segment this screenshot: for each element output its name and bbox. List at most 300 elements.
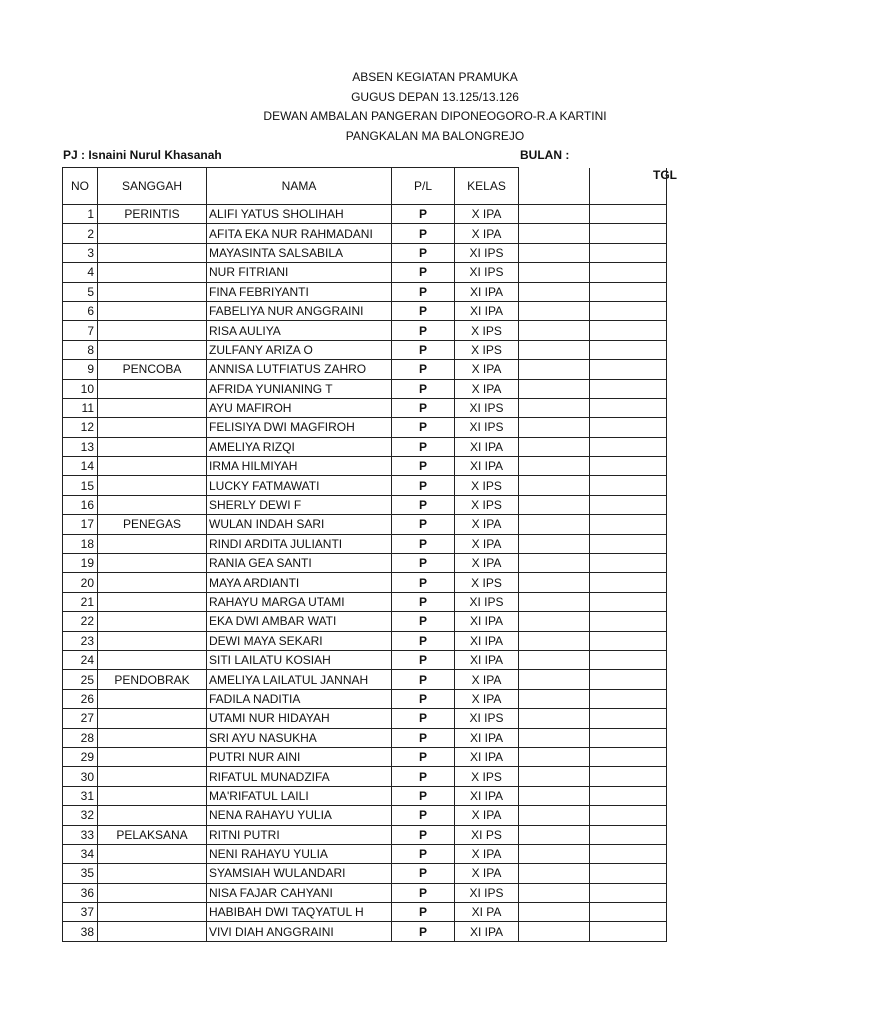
row-kelas-cell: X IPS: [455, 321, 519, 340]
row-no-cell: 8: [63, 340, 98, 359]
attendance-date-cell[interactable]: [590, 515, 667, 534]
row-sanggah-cell: [98, 301, 207, 320]
attendance-date-cell[interactable]: [519, 650, 590, 669]
attendance-date-cell[interactable]: [590, 476, 667, 495]
row-no-cell: 34: [63, 844, 98, 863]
row-pl-cell: P: [392, 301, 455, 320]
attendance-date-cell[interactable]: [590, 864, 667, 883]
attendance-date-cell[interactable]: [590, 689, 667, 708]
attendance-date-cell[interactable]: [519, 903, 590, 922]
row-nama-cell: SITI LAILATU KOSIAH: [207, 650, 392, 669]
row-nama-cell: PUTRI NUR AINI: [207, 747, 392, 766]
row-nama-cell: HABIBAH DWI TAQYATUL H: [207, 903, 392, 922]
row-kelas-cell: XI IPA: [455, 631, 519, 650]
row-kelas-cell: X IPA: [455, 844, 519, 863]
row-nama-cell: RIFATUL MUNADZIFA: [207, 767, 392, 786]
title-line-2: GUGUS DEPAN 13.125/13.126: [351, 89, 519, 104]
attendance-date-cell[interactable]: [590, 650, 667, 669]
row-pl-cell: P: [392, 360, 455, 379]
row-sanggah-cell: [98, 573, 207, 592]
attendance-date-cell[interactable]: [590, 301, 667, 320]
row-kelas-cell: X IPA: [455, 806, 519, 825]
row-pl-cell: P: [392, 767, 455, 786]
row-no-cell: 29: [63, 747, 98, 766]
attendance-date-cell[interactable]: [519, 709, 590, 728]
table-row: [63, 864, 667, 883]
table-row: [63, 495, 667, 514]
row-kelas-cell: XI IPA: [455, 650, 519, 669]
row-nama-cell: IRMA HILMIYAH: [207, 457, 392, 476]
row-no-cell: 22: [63, 612, 98, 631]
row-no-cell: 16: [63, 495, 98, 514]
table-row: [63, 709, 667, 728]
row-sanggah-cell: [98, 650, 207, 669]
attendance-date-cell[interactable]: [590, 243, 667, 262]
row-kelas-cell: X IPS: [455, 495, 519, 514]
row-sanggah-cell: [98, 534, 207, 553]
row-sanggah-cell: [98, 418, 207, 437]
row-no-cell: 18: [63, 534, 98, 553]
table-row: [63, 631, 667, 650]
title-line-1: ABSEN KEGIATAN PRAMUKA: [352, 70, 518, 84]
attendance-date-cell[interactable]: [590, 844, 667, 863]
row-pl-cell: P: [392, 806, 455, 825]
table-row: [63, 476, 667, 495]
attendance-date-cell[interactable]: [590, 534, 667, 553]
col-header-sanggah: SANGGAH: [98, 168, 207, 205]
row-sanggah-cell: [98, 554, 207, 573]
attendance-date-cell[interactable]: [590, 224, 667, 243]
row-pl-cell: P: [392, 437, 455, 456]
row-kelas-cell: X IPA: [455, 224, 519, 243]
row-nama-cell: SHERLY DEWI F: [207, 495, 392, 514]
attendance-date-cell[interactable]: [519, 282, 590, 301]
table-row: [63, 592, 667, 611]
row-sanggah-cell: PELAKSANA: [98, 825, 207, 844]
row-sanggah-cell: [98, 243, 207, 262]
row-kelas-cell: X IPA: [455, 205, 519, 224]
row-no-cell: 1: [63, 205, 98, 224]
row-nama-cell: FINA FEBRIYANTI: [207, 282, 392, 301]
row-pl-cell: P: [392, 495, 455, 514]
row-no-cell: 15: [63, 476, 98, 495]
row-sanggah-cell: [98, 592, 207, 611]
table-row: [63, 379, 667, 398]
attendance-date-cell[interactable]: [590, 767, 667, 786]
row-no-cell: 9: [63, 360, 98, 379]
table-row: [63, 243, 667, 262]
row-nama-cell: RISA AULIYA: [207, 321, 392, 340]
table-row: [63, 360, 667, 379]
row-no-cell: 26: [63, 689, 98, 708]
table-row: [63, 786, 667, 805]
table-row: [63, 398, 667, 417]
row-sanggah-cell: [98, 728, 207, 747]
table-row: [63, 670, 667, 689]
attendance-date-cell[interactable]: [590, 728, 667, 747]
title-line-4: PANGKALAN MA BALONGREJO: [345, 128, 525, 143]
pj-label: PJ : Isnaini Nurul Khasanah: [63, 148, 222, 162]
row-pl-cell: P: [392, 650, 455, 669]
row-nama-cell: SYAMSIAH WULANDARI: [207, 864, 392, 883]
row-kelas-cell: X IPA: [455, 670, 519, 689]
row-nama-cell: AFITA EKA NUR RAHMADANI: [207, 224, 392, 243]
row-sanggah-cell: [98, 340, 207, 359]
row-nama-cell: FABELIYA NUR ANGGRAINI: [207, 301, 392, 320]
attendance-date-cell[interactable]: [519, 418, 590, 437]
row-pl-cell: P: [392, 709, 455, 728]
col-header-no: NO: [63, 168, 98, 205]
bulan-label: BULAN :: [520, 148, 570, 162]
row-kelas-cell: XI IPA: [455, 747, 519, 766]
table-row: [63, 650, 667, 669]
table-row: [63, 728, 667, 747]
table-row: [63, 282, 667, 301]
document-title-block: [0, 68, 870, 146]
row-pl-cell: P: [392, 689, 455, 708]
attendance-date-cell[interactable]: [519, 398, 590, 417]
row-sanggah-cell: [98, 224, 207, 243]
row-pl-cell: P: [392, 903, 455, 922]
attendance-date-cell[interactable]: [519, 554, 590, 573]
row-kelas-cell: X IPS: [455, 573, 519, 592]
attendance-date-cell[interactable]: [519, 728, 590, 747]
row-sanggah-cell: [98, 495, 207, 514]
row-pl-cell: P: [392, 534, 455, 553]
row-sanggah-cell: [98, 398, 207, 417]
attendance-date-cell[interactable]: [590, 340, 667, 359]
date-cell-header-2[interactable]: [590, 168, 677, 205]
row-nama-cell: FADILA NADITIA: [207, 689, 392, 708]
row-sanggah-cell: [98, 631, 207, 650]
row-sanggah-cell: [98, 689, 207, 708]
attendance-date-cell[interactable]: [519, 592, 590, 611]
row-pl-cell: P: [392, 573, 455, 592]
table-row: [63, 573, 667, 592]
attendance-date-cell[interactable]: [590, 321, 667, 340]
attendance-date-cell[interactable]: [590, 360, 667, 379]
attendance-date-cell[interactable]: [519, 379, 590, 398]
row-kelas-cell: XI PA: [455, 903, 519, 922]
table-row: [63, 612, 667, 631]
tgl-header-label: TGL: [653, 168, 677, 182]
attendance-date-cell[interactable]: [519, 437, 590, 456]
row-no-cell: 7: [63, 321, 98, 340]
row-sanggah-cell: PENDOBRAK: [98, 670, 207, 689]
row-nama-cell: MAYASINTA SALSABILA: [207, 243, 392, 262]
row-no-cell: 35: [63, 864, 98, 883]
attendance-table-body: [63, 168, 677, 942]
date-cell-header-1[interactable]: [519, 168, 590, 205]
row-pl-cell: P: [392, 263, 455, 282]
row-nama-cell: MA'RIFATUL LAILI: [207, 786, 392, 805]
row-pl-cell: P: [392, 515, 455, 534]
table-row: [63, 844, 667, 863]
table-row: [63, 534, 667, 553]
row-sanggah-cell: [98, 864, 207, 883]
attendance-date-cell[interactable]: [590, 631, 667, 650]
attendance-date-cell[interactable]: [590, 282, 667, 301]
row-nama-cell: RAHAYU MARGA UTAMI: [207, 592, 392, 611]
row-no-cell: 6: [63, 301, 98, 320]
row-nama-cell: UTAMI NUR HIDAYAH: [207, 709, 392, 728]
row-pl-cell: P: [392, 844, 455, 863]
row-sanggah-cell: [98, 263, 207, 282]
row-kelas-cell: XI IPS: [455, 263, 519, 282]
attendance-date-cell[interactable]: [590, 379, 667, 398]
row-pl-cell: P: [392, 321, 455, 340]
row-no-cell: 38: [63, 922, 98, 941]
attendance-date-cell[interactable]: [519, 767, 590, 786]
attendance-date-cell[interactable]: [590, 495, 667, 514]
attendance-date-cell[interactable]: [519, 747, 590, 766]
attendance-date-cell[interactable]: [519, 495, 590, 514]
attendance-date-cell[interactable]: [590, 922, 667, 941]
row-pl-cell: P: [392, 457, 455, 476]
row-no-cell: 24: [63, 650, 98, 669]
row-nama-cell: MAYA ARDIANTI: [207, 573, 392, 592]
attendance-date-cell[interactable]: [519, 883, 590, 902]
row-no-cell: 12: [63, 418, 98, 437]
row-sanggah-cell: [98, 844, 207, 863]
row-pl-cell: P: [392, 243, 455, 262]
row-nama-cell: AFRIDA YUNIANING T: [207, 379, 392, 398]
table-row: [63, 321, 667, 340]
attendance-date-cell[interactable]: [590, 418, 667, 437]
table-row: [63, 747, 667, 766]
table-row: [63, 340, 667, 359]
attendance-date-cell[interactable]: [519, 922, 590, 941]
attendance-date-cell[interactable]: [519, 534, 590, 553]
attendance-date-cell[interactable]: [519, 806, 590, 825]
row-sanggah-cell: [98, 786, 207, 805]
row-kelas-cell: X IPS: [455, 340, 519, 359]
attendance-date-cell[interactable]: [519, 457, 590, 476]
attendance-date-cell[interactable]: [590, 612, 667, 631]
row-sanggah-cell: [98, 747, 207, 766]
attendance-date-cell[interactable]: [519, 321, 590, 340]
row-nama-cell: FELISIYA DWI MAGFIROH: [207, 418, 392, 437]
attendance-date-cell[interactable]: [519, 844, 590, 863]
attendance-date-cell[interactable]: [519, 786, 590, 805]
row-nama-cell: SRI AYU NASUKHA: [207, 728, 392, 747]
attendance-date-cell[interactable]: [519, 631, 590, 650]
row-no-cell: 32: [63, 806, 98, 825]
title-line-3: DEWAN AMBALAN PANGERAN DIPONEOGORO-R.A KARTINI: [263, 109, 607, 123]
row-sanggah-cell: [98, 922, 207, 941]
row-nama-cell: EKA DWI AMBAR WATI: [207, 612, 392, 631]
row-sanggah-cell: PENEGAS: [98, 515, 207, 534]
row-kelas-cell: XI IPS: [455, 418, 519, 437]
row-pl-cell: P: [392, 476, 455, 495]
row-sanggah-cell: [98, 437, 207, 456]
row-no-cell: 30: [63, 767, 98, 786]
row-nama-cell: AMELIYA RIZQI: [207, 437, 392, 456]
row-pl-cell: P: [392, 554, 455, 573]
attendance-date-cell[interactable]: [590, 592, 667, 611]
row-sanggah-cell: [98, 612, 207, 631]
row-sanggah-cell: PENCOBA: [98, 360, 207, 379]
row-nama-cell: AYU MAFIROH: [207, 398, 392, 417]
attendance-date-cell[interactable]: [590, 457, 667, 476]
table-row: [63, 301, 667, 320]
attendance-date-cell[interactable]: [590, 573, 667, 592]
row-kelas-cell: XI IPA: [455, 612, 519, 631]
attendance-date-cell[interactable]: [590, 747, 667, 766]
row-kelas-cell: X IPA: [455, 515, 519, 534]
row-sanggah-cell: [98, 321, 207, 340]
row-sanggah-cell: [98, 709, 207, 728]
row-kelas-cell: X IPA: [455, 864, 519, 883]
attendance-date-cell[interactable]: [519, 864, 590, 883]
row-pl-cell: P: [392, 592, 455, 611]
row-pl-cell: P: [392, 418, 455, 437]
attendance-date-cell[interactable]: [590, 786, 667, 805]
row-kelas-cell: XI IPS: [455, 592, 519, 611]
table-header-row: [63, 168, 667, 205]
row-nama-cell: NISA FAJAR CAHYANI: [207, 883, 392, 902]
row-pl-cell: P: [392, 670, 455, 689]
table-row: [63, 205, 667, 224]
row-sanggah-cell: [98, 767, 207, 786]
attendance-date-cell[interactable]: [519, 340, 590, 359]
row-pl-cell: P: [392, 825, 455, 844]
attendance-date-cell[interactable]: [519, 301, 590, 320]
attendance-date-cell[interactable]: [519, 825, 590, 844]
attendance-date-cell[interactable]: [590, 554, 667, 573]
row-no-cell: 21: [63, 592, 98, 611]
attendance-date-cell[interactable]: [590, 437, 667, 456]
row-kelas-cell: X IPA: [455, 689, 519, 708]
row-pl-cell: P: [392, 747, 455, 766]
row-no-cell: 37: [63, 903, 98, 922]
row-sanggah-cell: PERINTIS: [98, 205, 207, 224]
attendance-date-cell[interactable]: [590, 398, 667, 417]
table-row: [63, 689, 667, 708]
table-row: [63, 767, 667, 786]
row-kelas-cell: XI IPA: [455, 301, 519, 320]
row-sanggah-cell: [98, 457, 207, 476]
row-no-cell: 27: [63, 709, 98, 728]
row-pl-cell: P: [392, 282, 455, 301]
row-no-cell: 4: [63, 263, 98, 282]
table-row: [63, 922, 667, 941]
row-no-cell: 31: [63, 786, 98, 805]
attendance-date-cell[interactable]: [590, 825, 667, 844]
attendance-date-cell[interactable]: [519, 360, 590, 379]
row-kelas-cell: X IPS: [455, 476, 519, 495]
row-nama-cell: VIVI DIAH ANGGRAINI: [207, 922, 392, 941]
row-pl-cell: P: [392, 883, 455, 902]
row-nama-cell: RINDI ARDITA JULIANTI: [207, 534, 392, 553]
row-kelas-cell: X IPA: [455, 379, 519, 398]
row-kelas-cell: XI IPS: [455, 883, 519, 902]
row-no-cell: 23: [63, 631, 98, 650]
row-kelas-cell: XI IPA: [455, 282, 519, 301]
attendance-date-cell[interactable]: [519, 515, 590, 534]
row-nama-cell: AMELIYA LAILATUL JANNAH: [207, 670, 392, 689]
row-no-cell: 19: [63, 554, 98, 573]
row-pl-cell: P: [392, 224, 455, 243]
attendance-date-cell[interactable]: [519, 573, 590, 592]
row-sanggah-cell: [98, 476, 207, 495]
attendance-date-cell[interactable]: [519, 612, 590, 631]
attendance-date-cell[interactable]: [590, 670, 667, 689]
attendance-date-cell[interactable]: [519, 476, 590, 495]
row-no-cell: 13: [63, 437, 98, 456]
attendance-date-cell[interactable]: [590, 205, 667, 224]
row-sanggah-cell: [98, 806, 207, 825]
row-kelas-cell: XI PS: [455, 825, 519, 844]
row-kelas-cell: X IPA: [455, 360, 519, 379]
row-nama-cell: ZULFANY ARIZA O: [207, 340, 392, 359]
row-pl-cell: P: [392, 340, 455, 359]
row-no-cell: 17: [63, 515, 98, 534]
row-pl-cell: P: [392, 205, 455, 224]
table-row: [63, 263, 667, 282]
table-row: [63, 224, 667, 243]
row-no-cell: 33: [63, 825, 98, 844]
row-no-cell: 14: [63, 457, 98, 476]
row-pl-cell: P: [392, 398, 455, 417]
row-pl-cell: P: [392, 922, 455, 941]
attendance-date-cell[interactable]: [590, 806, 667, 825]
table-row: [63, 806, 667, 825]
attendance-date-cell[interactable]: [590, 709, 667, 728]
attendance-date-cell[interactable]: [519, 205, 590, 224]
row-nama-cell: DEWI MAYA SEKARI: [207, 631, 392, 650]
row-no-cell: 28: [63, 728, 98, 747]
row-nama-cell: LUCKY FATMAWATI: [207, 476, 392, 495]
row-sanggah-cell: [98, 903, 207, 922]
row-no-cell: 2: [63, 224, 98, 243]
row-sanggah-cell: [98, 282, 207, 301]
row-nama-cell: ANNISA LUTFIATUS ZAHRO: [207, 360, 392, 379]
row-sanggah-cell: [98, 379, 207, 398]
row-no-cell: 11: [63, 398, 98, 417]
row-nama-cell: RANIA GEA SANTI: [207, 554, 392, 573]
attendance-date-cell[interactable]: [519, 689, 590, 708]
attendance-date-cell[interactable]: [590, 263, 667, 282]
attendance-date-cell[interactable]: [519, 670, 590, 689]
row-kelas-cell: X IPA: [455, 554, 519, 573]
row-pl-cell: P: [392, 379, 455, 398]
attendance-date-cell[interactable]: [590, 903, 667, 922]
attendance-date-cell[interactable]: [519, 224, 590, 243]
row-pl-cell: P: [392, 728, 455, 747]
attendance-date-cell[interactable]: [590, 883, 667, 902]
row-nama-cell: NENI RAHAYU YULIA: [207, 844, 392, 863]
row-no-cell: 36: [63, 883, 98, 902]
row-kelas-cell: XI IPA: [455, 437, 519, 456]
row-pl-cell: P: [392, 612, 455, 631]
attendance-date-cell[interactable]: [519, 243, 590, 262]
row-no-cell: 25: [63, 670, 98, 689]
table-row: [63, 515, 667, 534]
table-row: [63, 903, 667, 922]
row-nama-cell: NUR FITRIANI: [207, 263, 392, 282]
row-nama-cell: RITNI PUTRI: [207, 825, 392, 844]
table-row: [63, 554, 667, 573]
row-pl-cell: P: [392, 631, 455, 650]
row-kelas-cell: XI IPS: [455, 398, 519, 417]
row-no-cell: 5: [63, 282, 98, 301]
attendance-date-cell[interactable]: [519, 263, 590, 282]
table-row: [63, 457, 667, 476]
row-no-cell: 3: [63, 243, 98, 262]
row-kelas-cell: XI IPS: [455, 243, 519, 262]
row-nama-cell: WULAN INDAH SARI: [207, 515, 392, 534]
